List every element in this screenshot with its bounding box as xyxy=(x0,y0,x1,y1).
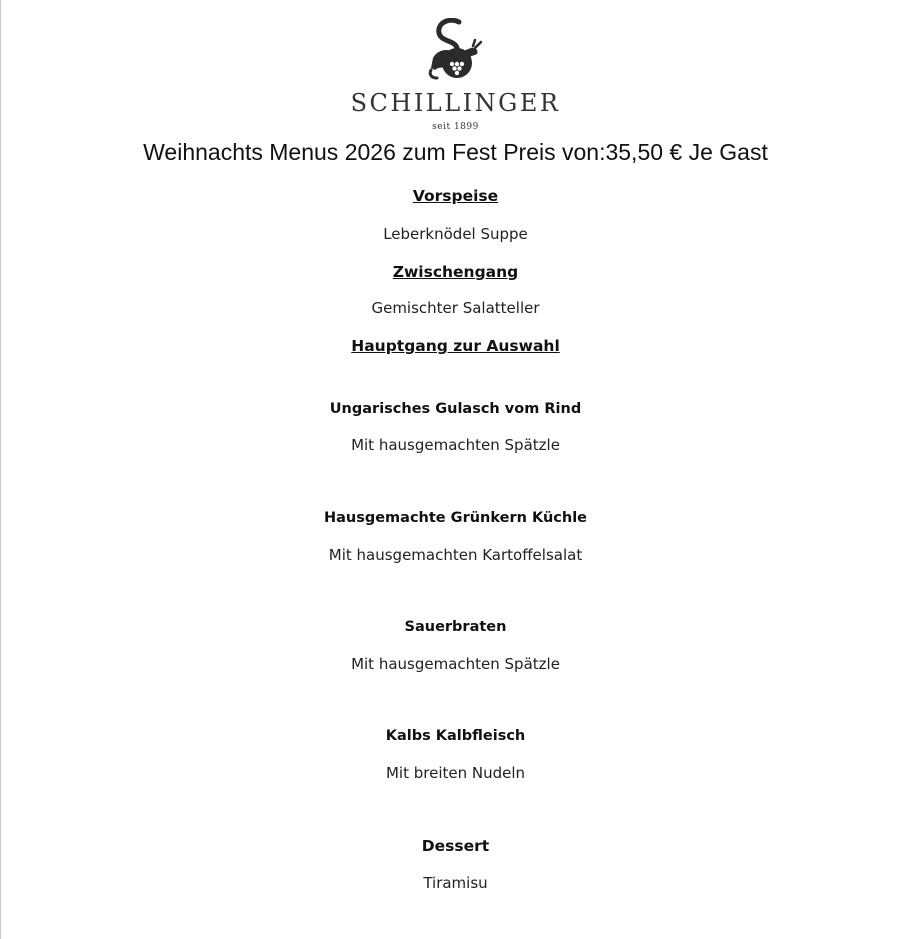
dessert-item: Tiramisu xyxy=(423,874,488,892)
starter-heading: Vorspeise xyxy=(412,187,499,205)
main-dish-name: Sauerbraten xyxy=(404,619,507,635)
main-dish-side: Mit hausgemachten Kartoffelsalat xyxy=(328,546,583,564)
intermediate-item: Gemischter Salatteller xyxy=(371,299,540,317)
main-dish-side: Mit breiten Nudeln xyxy=(385,764,526,782)
main-dish-side: Mit hausgemachten Spätzle xyxy=(351,436,560,454)
main-dish-name: Ungarisches Gulasch vom Rind xyxy=(329,401,582,417)
menu-title: Weihnachts Menus 2026 zum Fest Preis von:35,50 € Je Gast xyxy=(143,139,768,165)
intermediate-heading: Zwischengang xyxy=(392,263,519,281)
main-dish-name: Hausgemachte Grünkern Küchle xyxy=(323,510,588,526)
brand-name: SCHILLINGER xyxy=(350,89,561,117)
schillinger-logo-icon xyxy=(425,18,485,82)
dessert-heading: Dessert xyxy=(421,837,490,855)
starter-item: Leberknödel Suppe xyxy=(383,225,528,243)
main-course-heading: Hauptgang zur Auswahl xyxy=(351,337,560,355)
main-dish-side: Mit hausgemachten Spätzle xyxy=(351,655,560,673)
main-dish-name: Kalbs Kalbfleisch xyxy=(385,728,526,744)
brand-since: seit 1899 xyxy=(432,122,479,132)
